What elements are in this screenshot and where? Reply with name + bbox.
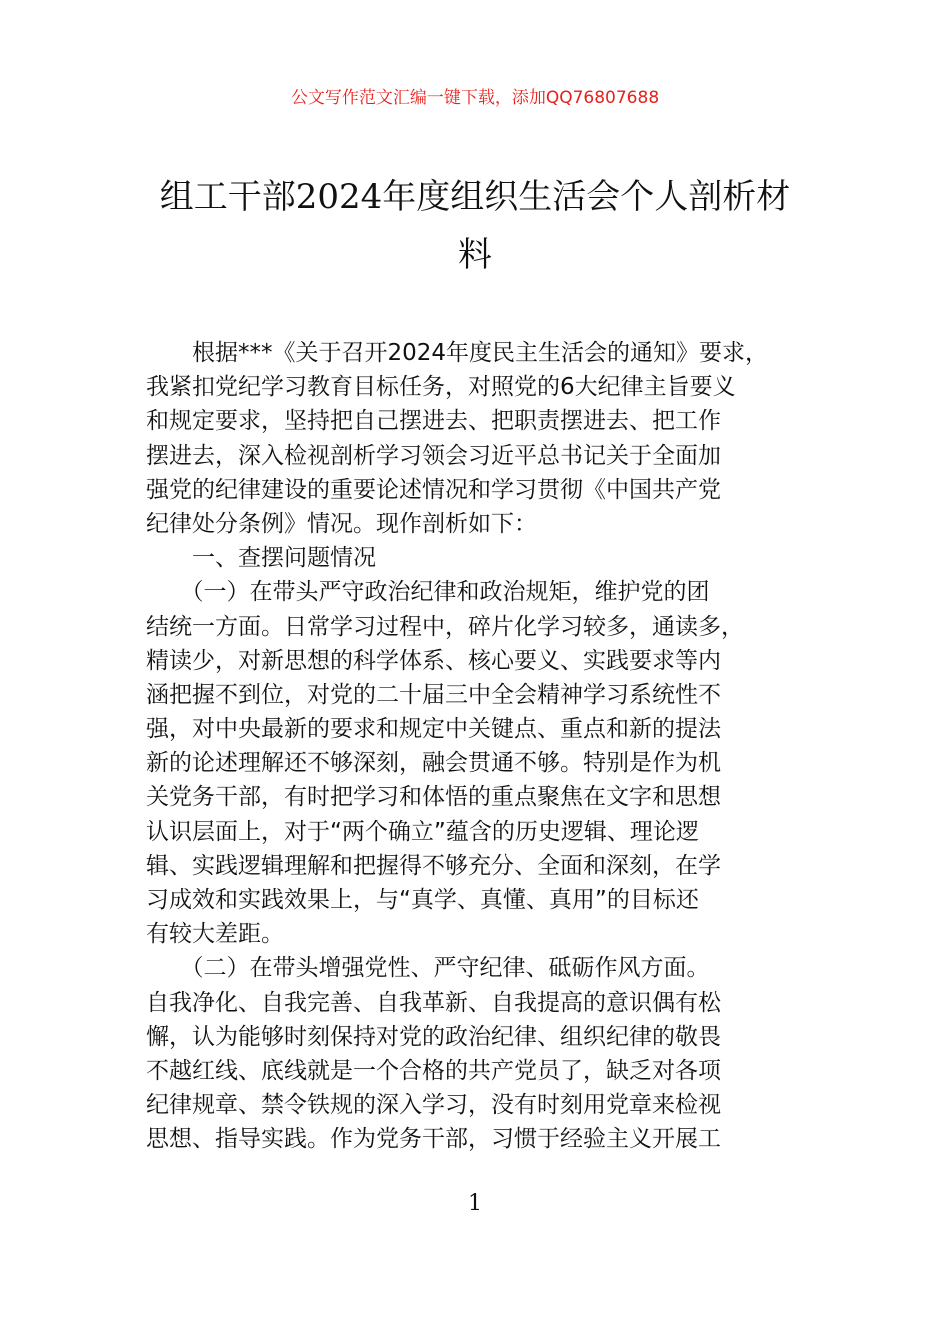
body-line: 和规定要求，坚持把自己摆进去、把职责摆进去、把工作 <box>146 408 721 435</box>
page-number: 1 <box>468 1191 482 1216</box>
body-line: 纪律处分条例》情况。现作剖析如下： <box>146 510 537 537</box>
body-line: 懈，认为能够时刻保持对党的政治纪律、组织纪律的敬畏 <box>146 1023 721 1050</box>
body-line: 摆进去，深入检视剖析学习领会习近平总书记关于全面加 <box>146 442 721 469</box>
body-line: 我紧扣党纪学习教育目标任务，对照党的6大纪律主旨要义 <box>146 374 736 401</box>
body-line: （二）在带头增强党性、严守纪律、砥砺作风方面。 <box>146 955 710 982</box>
body-line: 思想、指导实践。作为党务干部，习惯于经验主义开展工 <box>146 1126 721 1153</box>
body-line: 有较大差距。 <box>146 921 284 948</box>
body-line: 强党的纪律建设的重要论述情况和学习贯彻《中国共产党 <box>146 476 721 503</box>
body-line: 认识层面上，对于“两个确立”蕴含的历史逻辑、理论逻 <box>146 818 699 845</box>
body-line: 不越红线、底线就是一个合格的共产党员了，缺乏对各项 <box>146 1057 721 1084</box>
body-line: 自我净化、自我完善、自我革新、自我提高的意识偶有松 <box>146 989 721 1016</box>
body-line: 新的论述理解还不够深刻，融会贯通不够。特别是作为机 <box>146 750 721 777</box>
body-line: 强，对中央最新的要求和规定中关键点、重点和新的提法 <box>146 716 721 743</box>
section-heading: 一、查摆问题情况 <box>146 545 376 572</box>
download-banner: 公文写作范文汇编一键下载，添加QQ76807688 <box>290 88 660 108</box>
body-line: 纪律规章、禁令铁规的深入学习，没有时刻用党章来检视 <box>146 1092 721 1119</box>
body-line: 习成效和实践效果上，与“真学、真懂、真用”的目标还 <box>146 887 699 913</box>
body-line: 精读少，对新思想的科学体系、核心要义、实践要求等内 <box>146 647 721 674</box>
title-line-1: 组工干部2024年度组织生活会个人剖析材 <box>159 177 791 217</box>
body-line: 根据***《关于召开2024年度民主生活会的通知》要求， <box>146 340 769 366</box>
body-line: （一）在带头严守政治纪律和政治规矩，维护党的团 <box>146 579 710 606</box>
body-line: 辑、实践逻辑理解和把握得不够充分、全面和深刻，在学 <box>146 852 721 879</box>
body-line: 涵把握不到位，对党的二十届三中全会精神学习系统性不 <box>146 681 721 708</box>
body-line: 关党务干部，有时把学习和体悟的重点聚焦在文字和思想 <box>146 784 721 811</box>
document-body <box>146 336 836 1157</box>
title-line-2: 料 <box>458 235 492 275</box>
document-title <box>120 168 830 284</box>
body-line: 结统一方面。日常学习过程中，碎片化学习较多，通读多， <box>146 613 744 640</box>
